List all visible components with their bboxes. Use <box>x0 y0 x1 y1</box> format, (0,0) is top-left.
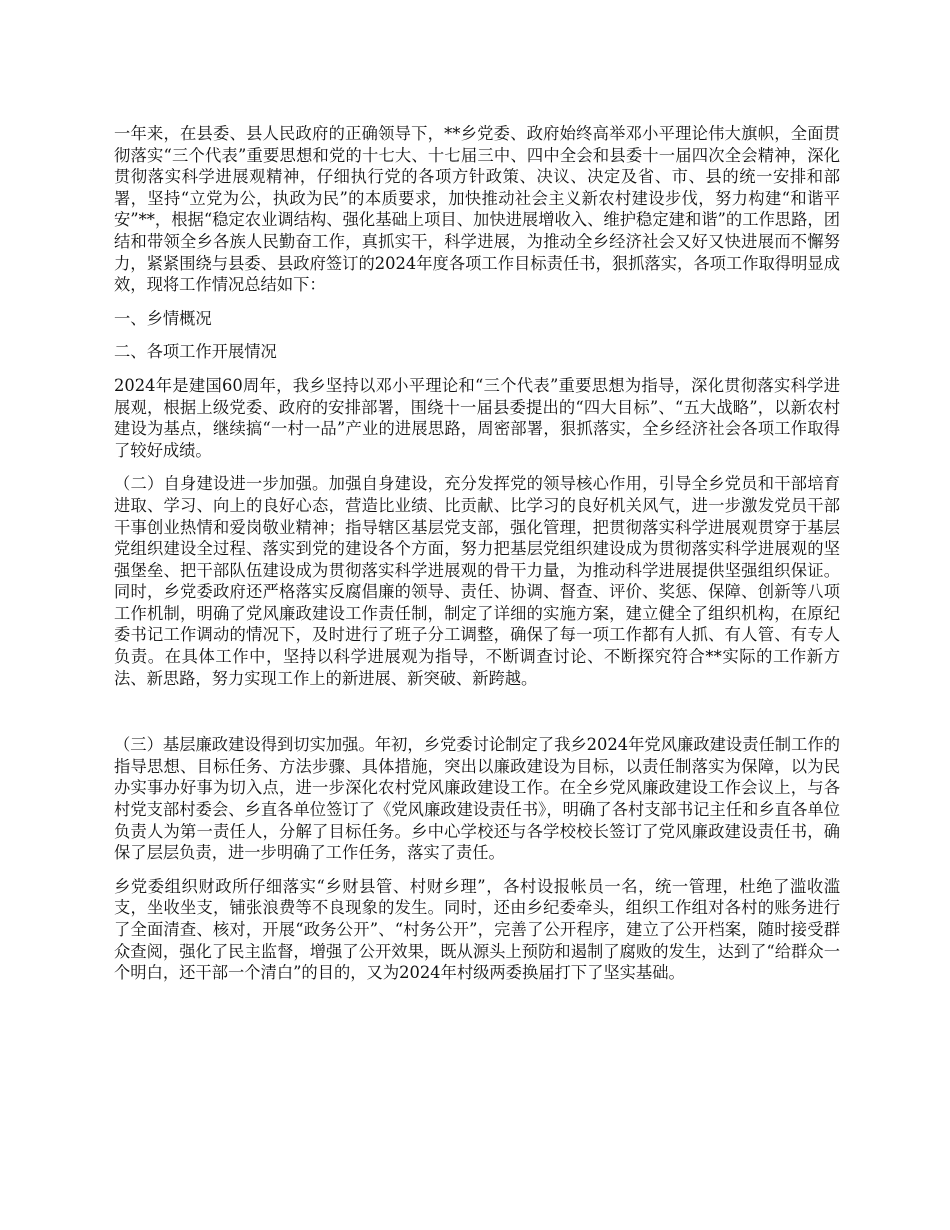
section-heading-2: 二、各项工作开展情况 <box>114 342 277 362</box>
body-paragraph: 乡党委组织财政所仔细落实“乡财县管、村财乡理”，各村设报帐员一名，统一管理，杜绝了滥收滥支，坐收坐支，铺张浪费等不良现象的发生。同时，还由乡纪委牵头，组织工作组对各村的账务进行了全面清查、核对，开展“政务公开”、“村务公开”，完善了公开程序，建立了公开档案，随时接受群众查阅，强化了民主监督，增强了公开效果，既从源头上预防和遏制了腐败的发生，达到了“给群众一个明白，还干部一个清白”的目的，又为2024年村级两委换届打下了坚实基础。 <box>114 876 840 983</box>
body-paragraph: （二）自身建设进一步加强。加强自身建设，充分发挥党的领导核心作用，引导全乡党员和干部培育进取、学习、向上的良好心态，营造比业绩、比贡献、比学习的良好机关风气，进一步激发党员干部干事创业热情和爱岗敬业精神；指导辖区基层党支部，强化管理，把贯彻落实科学进展观贯穿于基层党组织建设全过程、落实到党的建设各个方面，努力把基层党组织建设成为贯彻落实科学进展观的坚强堡垒、把干部队伍建设成为贯彻落实科学进展观的骨干力量，为推动科学进展提供坚强组织保证。同时，乡党委政府还严格落实反腐倡廉的领导、责任、协调、督查、评价、奖惩、保障、创新等八项工作机制，明确了党风廉政建设工作责任制，制定了详细的实施方案，建立健全了组织机构，在原纪委书记工作调动的情况下，及时进行了班子分工调整，确保了每一项工作都有人抓、有人管、有专人负责。在具体工作中，坚持以科学进展观为指导，不断调查讨论、不断探究符合**实际的工作新方法、新思路，努力实现工作上的新进展、新突破、新跨越。 <box>114 474 840 688</box>
intro-paragraph: 一年来，在县委、县人民政府的正确领导下，**乡党委、政府始终高举邓小平理论伟大旗帜，全面贯彻落实“三个代表”重要思想和党的十七大、十七届三中、四中全会和县委十一届四次全会精神，深化贯彻落实科学进展观精神，仔细执行党的各项方针政策、决议、决定及省、市、县的统一安排和部署，坚持“立党为公，执政为民”的本质要求，加快推动社会主义新农村建设步伐，努力构建“和谐平安”**，根据“稳定农业调结构、强化基础上项目、加快进展增收入、维护稳定建和谐”的工作思路，团结和带领全乡各族人民勤奋工作，真抓实干，科学进展，为推动全乡经济社会又好又快进展而不懈努力，紧紧围绕与县委、县政府签订的2024年度各项工作目标责任书，狠抓落实，各项工作取得明显成效，现将工作情况总结如下： <box>114 124 840 295</box>
body-paragraph: 2024年是建国60周年，我乡坚持以邓小平理论和“三个代表”重要思想为指导，深化贯彻落实科学进展观，根据上级党委、政府的安排部署，围绕十一届县委提出的“四大目标”、“五大战略”，以新农村建设为基点，继续搞“一村一品”产业的进展思路，周密部署，狠抓落实，全乡经济社会各项工作取得了较好成绩。 <box>114 375 840 460</box>
document-body <box>114 123 840 996</box>
body-paragraph: （三）基层廉政建设得到切实加强。年初，乡党委讨论制定了我乡2024年党风廉政建设责任制工作的指导思想、目标任务、方法步骤、具体措施，突出以廉政建设为目标，以责任制落实为保障，以为民办实事办好事为切入点，进一步深化农村党风廉政建设工作。在全乡党风廉政建设工作会议上，与各村党支部村委会、乡直各单位签订了《党风廉政建设责任书》，明确了各村支部书记主任和乡直各单位负责人为第一责任人，分解了目标任务。乡中心学校还与各学校校长签订了党风廉政建设责任书，确保了层层负责，进一步明确了工作任务，落实了责任。 <box>114 735 840 863</box>
blank-gap <box>114 701 840 734</box>
section-heading-1: 一、乡情概况 <box>114 308 212 328</box>
